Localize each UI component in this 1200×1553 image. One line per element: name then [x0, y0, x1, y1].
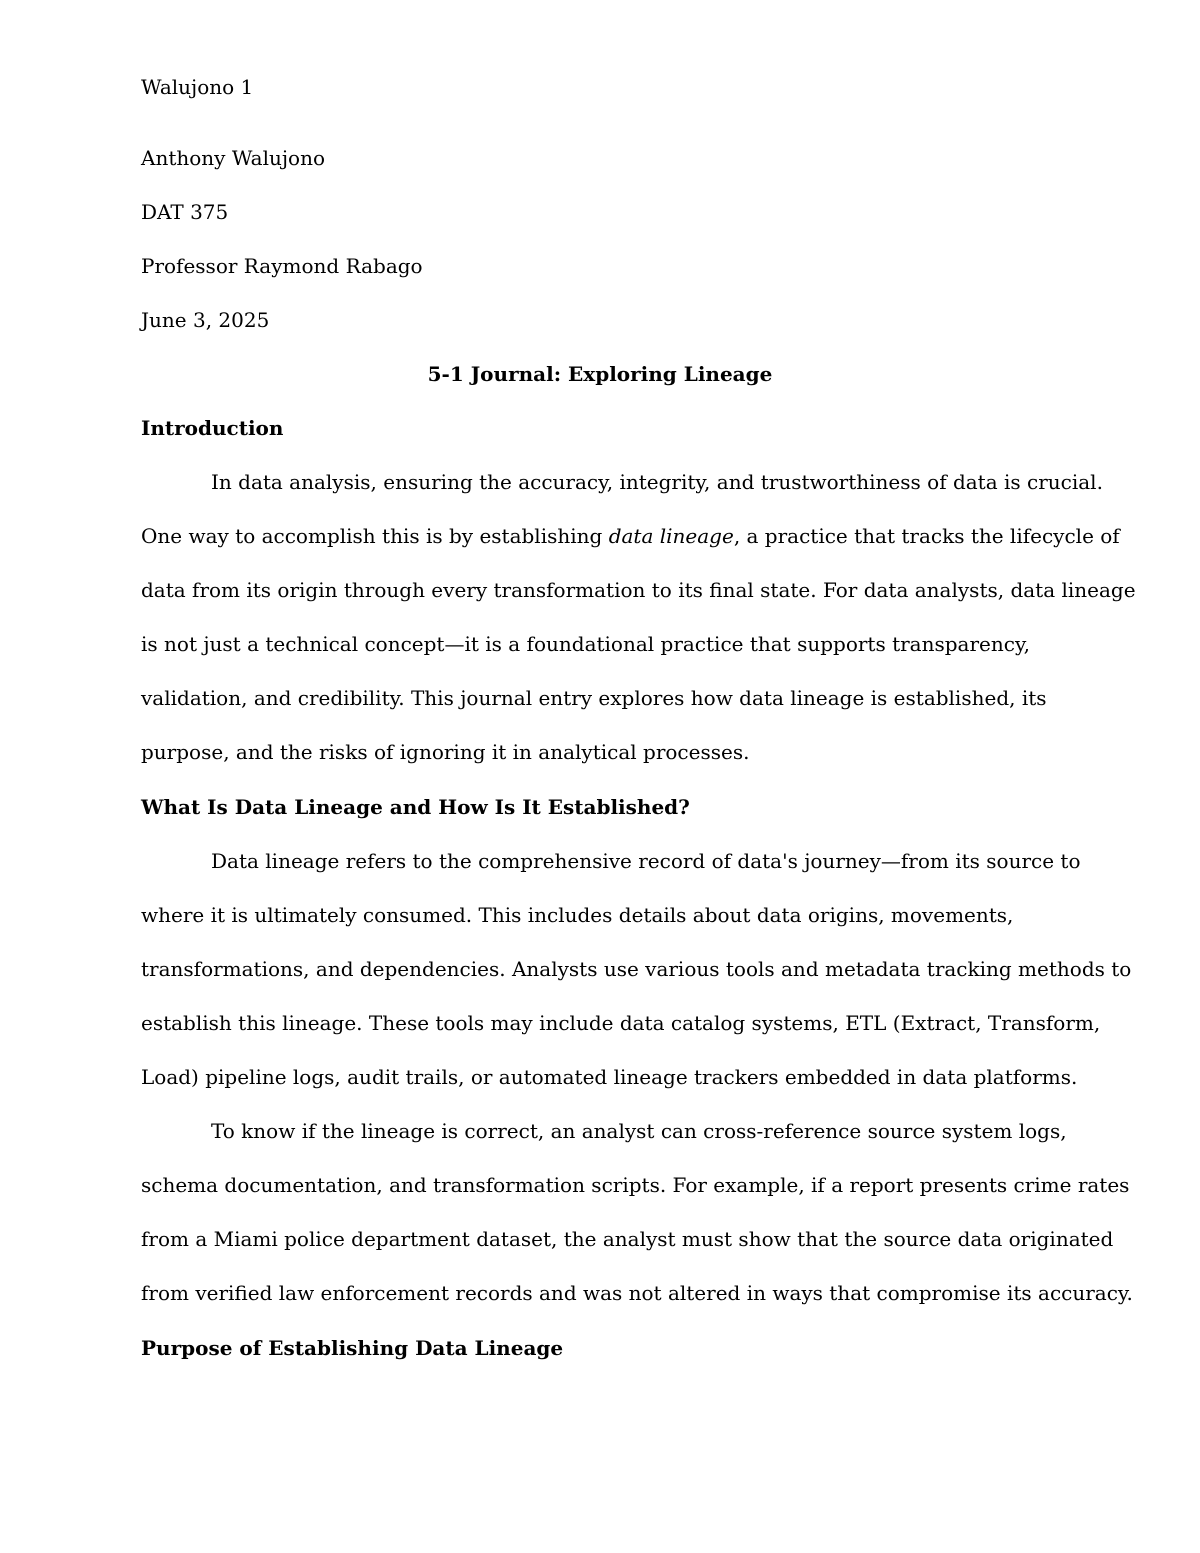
date: June 3, 2025 — [141, 308, 270, 332]
italic-term: data lineage — [608, 524, 734, 548]
what-is-line: Data lineage refers to the comprehensive record of data's journey—from its source to — [211, 849, 1081, 873]
page-title: 5-1 Journal: Exploring Lineage — [427, 362, 773, 386]
introduction-line: purpose, and the risks of ignoring it in analytical processes. — [141, 740, 750, 764]
what-is-heading: What Is Data Lineage and How Is It Established? — [141, 795, 690, 819]
introduction-line: validation, and credibility. This journal entry explores how data lineage is established, its — [141, 686, 1047, 710]
introduction-line: is not just a technical concept—it is a foundational practice that supports transparency, — [141, 632, 1030, 656]
student-name: Anthony Walujono — [141, 146, 326, 170]
what-is-line: Load) pipeline logs, audit trails, or automated lineage trackers embedded in data platforms. — [141, 1065, 1078, 1089]
what-is-line: To know if the lineage is correct, an analyst can cross-reference source system logs, — [211, 1119, 1067, 1143]
what-is-line: establish this lineage. These tools may include data catalog systems, ETL (Extract, Transform, — [141, 1011, 1101, 1035]
introduction-line: data from its origin through every transformation to its final state. For data analysts, data lineage — [141, 578, 1136, 602]
what-is-line: where it is ultimately consumed. This includes details about data origins, movements, — [141, 903, 1014, 927]
text-run: One way to accomplish this is by establishing — [141, 524, 609, 548]
what-is-line: transformations, and dependencies. Analysts use various tools and metadata tracking methods to — [141, 957, 1132, 981]
purpose-heading: Purpose of Establishing Data Lineage — [141, 1336, 564, 1360]
introduction-heading: Introduction — [141, 416, 284, 440]
introduction-line — [141, 523, 1120, 549]
running-head: Walujono 1 — [141, 75, 254, 99]
what-is-line: from verified law enforcement records and was not altered in ways that compromise its accuracy. — [141, 1281, 1133, 1305]
what-is-line: from a Miami police department dataset, the analyst must show that the source data originated — [141, 1227, 1114, 1251]
course-name: DAT 375 — [141, 200, 229, 224]
professor-name: Professor Raymond Rabago — [141, 254, 423, 278]
text-run: , a practice that tracks the lifecycle of — [733, 524, 1120, 548]
introduction-line: In data analysis, ensuring the accuracy, integrity, and trustworthiness of data is crucial. — [211, 470, 1103, 494]
what-is-line: schema documentation, and transformation scripts. For example, if a report presents crime rates — [141, 1173, 1130, 1197]
